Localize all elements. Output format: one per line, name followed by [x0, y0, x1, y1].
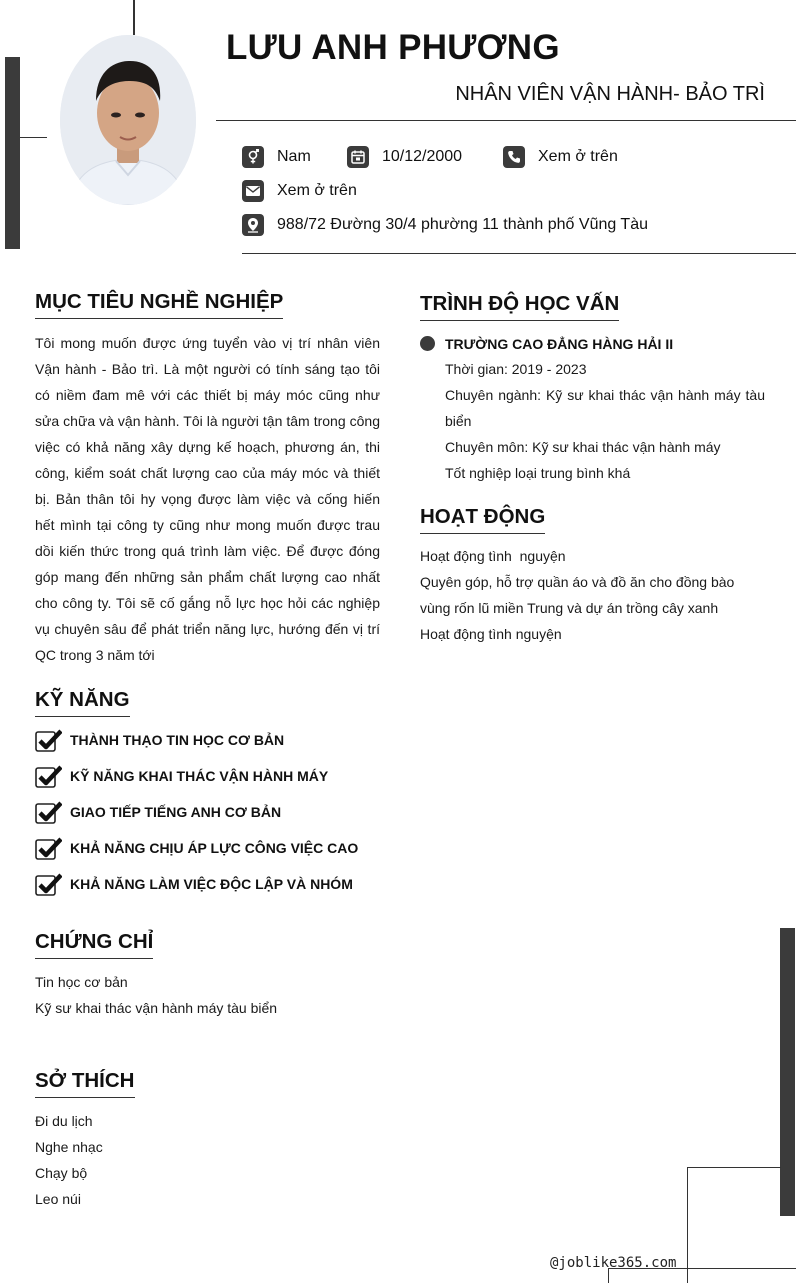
hobby-item: Chạy bộ — [35, 1165, 88, 1181]
objective-text: Tôi mong muốn được ứng tuyển vào vị trí nhân viên Vận hành - Bảo trì. Là một người có tính sáng tạo tôi có niềm đam mê với các thiết bị máy móc cũng như sửa chữa và vận hành. Tôi là người tận tâm trong công việc có khả năng xây dựng kế hoạch, phương án, thi công, kiểm soát chất lượng cao của máy móc và thiết bị. Bản thân tôi hy vọng được làm việc và cống hiến hết mình tại công ty cũng như mong muốn được trau dồi kiến thức trong quá trình làm việc. Để được đóng góp mang đến những sản phẩm chất lượng cao nhất cho công ty. Tôi sẽ cố gắng nỗ lực học hỏi các nghiệp vụ chuyên sâu để phát triển năng lực, hướng đến vị trí QC trong 3 năm tới — [35, 335, 380, 663]
checkbox-icon — [35, 836, 62, 860]
address-value: 988/72 Đường 30/4 phường 11 thành phố Vũng Tàu — [277, 216, 648, 233]
skills-title: KỸ NĂNG — [35, 688, 130, 717]
watermark: @joblike365.com — [550, 1255, 677, 1271]
left-horizontal-tick — [20, 137, 47, 138]
skills-list — [35, 728, 380, 896]
header-divider-bottom — [242, 253, 796, 254]
school-name: TRƯỜNG CAO ĐẲNG HÀNG HẢI II — [445, 336, 674, 352]
activity-item: Hoạt động tình nguyện — [420, 626, 562, 642]
right-accent-bar — [780, 928, 795, 1216]
checkbox-icon — [35, 764, 62, 788]
education-major: Chuyên ngành: Kỹ sư khai thác vận hành máy tàu biển — [445, 387, 765, 429]
top-vertical-line — [133, 0, 135, 35]
certificate-item: Kỹ sư khai thác vận hành máy tàu biển — [35, 1000, 278, 1016]
skill-label: KHẢ NĂNG CHỊU ÁP LỰC CÔNG VIỆC CAO — [70, 840, 359, 856]
objective-section — [35, 290, 380, 668]
dob-info — [347, 146, 462, 168]
education-section — [420, 292, 765, 486]
hobby-item: Đi du lịch — [35, 1113, 93, 1129]
skill-item — [35, 872, 380, 896]
phone-info — [503, 146, 618, 168]
certificates-title: CHỨNG CHỈ — [35, 930, 153, 959]
bullet-icon — [420, 336, 435, 351]
education-period: Thời gian: 2019 - 2023 — [445, 361, 587, 377]
skill-item — [35, 764, 380, 788]
education-title: TRÌNH ĐỘ HỌC VẤN — [420, 292, 619, 321]
checkbox-icon — [35, 728, 62, 752]
education-grade: Tốt nghiệp loại trung bình khá — [445, 465, 631, 481]
skill-label: KHẢ NĂNG LÀM VIỆC ĐỘC LẬP VÀ NHÓM — [70, 876, 353, 892]
certificates-section — [35, 930, 380, 1021]
activities-title: HOẠT ĐỘNG — [420, 505, 545, 534]
skill-label: GIAO TIẾP TIẾNG ANH CƠ BẢN — [70, 804, 282, 820]
skill-item — [35, 728, 380, 752]
job-title: NHÂN VIÊN VẬN HÀNH- BẢO TRÌ — [455, 83, 765, 105]
activity-item: Hoạt động tình nguyện — [420, 548, 566, 564]
address-info — [242, 214, 648, 236]
gender-info — [242, 146, 311, 168]
phone-value: Xem ở trên — [538, 148, 618, 165]
hobbies-section — [35, 1069, 380, 1212]
portrait-illustration — [60, 35, 196, 205]
hobby-item: Nghe nhạc — [35, 1139, 103, 1155]
header-divider-top — [216, 120, 796, 121]
email-info — [242, 180, 357, 202]
avatar — [60, 35, 196, 205]
phone-icon — [503, 146, 525, 168]
candidate-name: LƯU ANH PHƯƠNG — [226, 28, 560, 67]
email-icon — [242, 180, 264, 202]
gender-value: Nam — [277, 148, 311, 165]
skill-label: KỸ NĂNG KHAI THÁC VẬN HÀNH MÁY — [70, 768, 329, 784]
left-accent-bar — [5, 57, 20, 249]
calendar-icon — [347, 146, 369, 168]
skills-section — [35, 688, 380, 896]
hobbies-title: SỞ THÍCH — [35, 1069, 135, 1098]
location-icon — [242, 214, 264, 236]
checkbox-icon — [35, 872, 62, 896]
email-value: Xem ở trên — [277, 182, 357, 199]
checkbox-icon — [35, 800, 62, 824]
activities-section — [420, 505, 765, 647]
hobby-item: Leo núi — [35, 1191, 81, 1207]
education-specialty: Chuyên môn: Kỹ sư khai thác vận hành máy — [445, 439, 721, 455]
skill-item — [35, 800, 380, 824]
gender-icon — [242, 146, 264, 168]
skill-label: THÀNH THẠO TIN HỌC CƠ BẢN — [70, 732, 285, 748]
dob-value: 10/12/2000 — [382, 148, 463, 165]
skill-item — [35, 836, 380, 860]
objective-title: MỤC TIÊU NGHỀ NGHIỆP — [35, 290, 283, 319]
activity-item: Quyên góp, hỗ trợ quần áo và đồ ăn cho đồng bào vùng rốn lũ miền Trung và dự án trồng cây xanh — [420, 574, 735, 616]
corner-frame — [687, 1167, 781, 1283]
certificate-item: Tin học cơ bản — [35, 974, 128, 990]
